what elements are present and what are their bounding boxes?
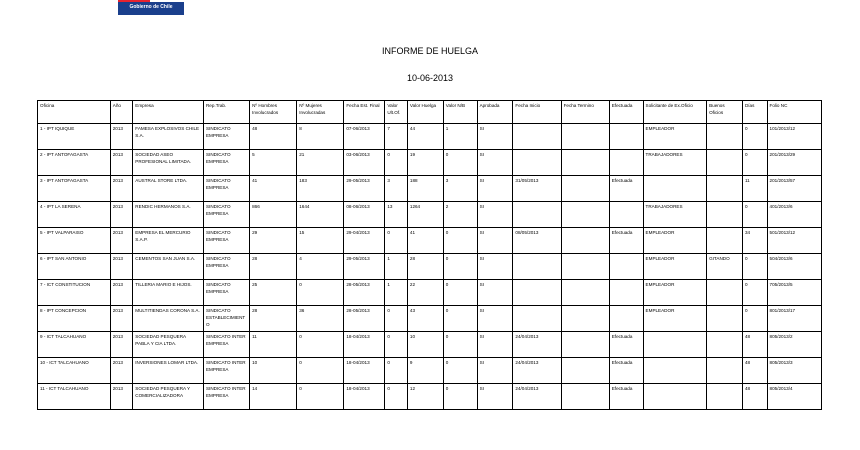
table-cell [707,332,743,358]
table-cell [561,124,609,150]
table-cell: 401/2013/6 [767,202,821,228]
table-cell: 4 - IPT LA SERENA [38,202,111,228]
table-cell: EMPLEADOR [643,124,707,150]
table-cell: 0 [742,124,767,150]
column-header: Valor N/B [443,101,477,124]
table-cell: EMPLEADOR [643,280,707,306]
table-cell: 1 [385,254,408,280]
table-cell: 2013 [110,124,133,150]
table-cell [609,202,643,228]
table-cell: 201/2013/29 [767,150,821,176]
table-cell: 0 [742,254,767,280]
table-cell: 2013 [110,202,133,228]
table-cell: 48 [742,332,767,358]
table-cell: 08-06/2013 [344,202,385,228]
table-cell: 24/04/2013 [513,358,561,384]
column-header: Valor Huelga [407,101,443,124]
table-cell: 0 [742,202,767,228]
table-cell: 24/04/2013 [513,332,561,358]
table-cell: 15 [297,228,344,254]
table-cell [707,384,743,410]
table-cell: 8 [297,124,344,150]
table-cell: 3 [443,176,477,202]
table-cell [643,358,707,384]
table-cell: 22 [407,280,443,306]
table-row [38,228,822,254]
table-cell: EMPLEADOR [643,254,707,280]
table-cell: 0 [443,150,477,176]
table-row [38,124,822,150]
table-cell [513,202,561,228]
table-row [38,332,822,358]
table-cell: 805/2013/3 [767,358,821,384]
table-cell: 0 [443,358,477,384]
table-cell: SINDICATO EMPRESA [203,280,249,306]
table-cell [609,124,643,150]
table-cell [609,254,643,280]
table-cell: 7 - ICT CONSTITUCION [38,280,111,306]
table-cell: 1264 [407,202,443,228]
table-cell: SINDICATO INTER EMPRESA [203,384,249,410]
table-cell [561,228,609,254]
table-cell [561,332,609,358]
table-row [38,176,822,202]
table-cell: 34 [742,228,767,254]
table-cell: 2 - IPT ANTOFAGASTA [38,150,111,176]
table-cell: 48 [742,358,767,384]
table-cell: TRABAJADORES [643,202,707,228]
table-cell: 2013 [110,384,133,410]
table-cell: SINDICATO EMPRESA [203,228,249,254]
table-cell: 805/2013/4 [767,384,821,410]
table-cell: 0 [443,332,477,358]
table-cell: 201/2013/57 [767,176,821,202]
table-row [38,384,822,410]
table-cell: 14 [250,384,297,410]
table-cell: SI [477,280,513,306]
table-cell [609,280,643,306]
table-cell: 1 - IPT IQUIQUE [38,124,111,150]
logo-text: Gobierno de Chile [129,4,173,10]
table-cell: 31/05/2013 [513,176,561,202]
table-cell: 28 [407,254,443,280]
table-cell: 28 [250,306,297,332]
table-cell: 11 [250,332,297,358]
table-cell [561,176,609,202]
gobierno-logo [118,0,184,15]
table-cell: SINDICATO INTER EMPRESA [203,358,249,384]
report-title: INFORME DE HUELGA [381,46,478,56]
table-cell: 10 - ICT TALCAHUANO [38,358,111,384]
table-cell: 0 [443,280,477,306]
table-cell: 0 [385,306,408,332]
table-cell [609,150,643,176]
table-cell: TRABAJADORES [643,150,707,176]
table-cell: 3 [385,176,408,202]
table-cell [643,176,707,202]
table-cell: SI [477,176,513,202]
table-cell [707,280,743,306]
column-header: Año [110,101,133,124]
table-cell: 0 [443,254,477,280]
table-cell: 21 [297,150,344,176]
table-cell: 0 [297,280,344,306]
table-cell: EMPRESA EL MERCURIO S.A.P. [133,228,204,254]
table-cell: TILLERIA MARIO E HIJOS. [133,280,204,306]
table-cell: 2013 [110,176,133,202]
table-cell: 0 [385,150,408,176]
table-cell [707,176,743,202]
table-cell: 10 [250,358,297,384]
table-cell: 48 [742,384,767,410]
table-cell: SINDICATO ESTABLECIMIENTO [203,306,249,332]
table-cell: 10 [407,332,443,358]
table-cell: SI [477,384,513,410]
table-cell: 0 [385,228,408,254]
table-cell: 44 [407,124,443,150]
table-row [38,358,822,384]
table-cell [643,332,707,358]
table-cell: SINDICATO EMPRESA [203,150,249,176]
table-cell: 2013 [110,306,133,332]
table-cell: 2013 [110,358,133,384]
table-cell: 2013 [110,228,133,254]
table-cell: 0 [742,150,767,176]
table-cell: 43 [407,306,443,332]
table-cell [609,306,643,332]
table-cell: SOCIEDAD PESQUERA PABLA Y CIA LTDA. [133,332,204,358]
table-cell: 2 [443,202,477,228]
table-cell [561,280,609,306]
table-cell: EMPLEADOR [643,228,707,254]
table-cell: 18-04/2013 [344,358,385,384]
table-cell: Efectuada [609,176,643,202]
table-cell [561,202,609,228]
table-cell: 29 [250,228,297,254]
column-header: Efectuada [609,101,643,124]
table-cell: 0 [297,384,344,410]
table-cell: 0 [385,384,408,410]
table-cell: 0 [742,280,767,306]
table-cell: SI [477,228,513,254]
table-cell [707,228,743,254]
table-cell: 4 [297,254,344,280]
table-cell: SI [477,150,513,176]
table-cell: SINDICATO EMPRESA [203,202,249,228]
table-cell: 28-05/2013 [344,280,385,306]
table-cell: SI [477,332,513,358]
table-cell: 24/04/2013 [513,384,561,410]
table-cell [707,306,743,332]
table-cell: GITANDO [707,254,743,280]
table-cell: 07-06/2013 [344,124,385,150]
table-cell [643,384,707,410]
table-cell: 0 [385,332,408,358]
table-cell: 801/2013/17 [767,306,821,332]
table-cell [707,202,743,228]
table-cell: 504/2013/6 [767,254,821,280]
column-header: Fecha Termino [561,101,609,124]
table-cell: 41 [250,176,297,202]
column-header: Valor Ult.Of. [385,101,408,124]
column-header: Nº Mujeres Involucradas [297,101,344,124]
table-cell: 41 [407,228,443,254]
table-cell: SI [477,254,513,280]
table-cell: 08/05/2013 [513,228,561,254]
table-cell: SI [477,306,513,332]
table-cell [707,150,743,176]
table-cell [513,150,561,176]
table-cell: 9 - ICT TALCAHUANO [38,332,111,358]
table-row [38,254,822,280]
table-cell: 11 [742,176,767,202]
table-cell: 03-06/2013 [344,150,385,176]
table-cell: SINDICATO EMPRESA [203,254,249,280]
column-header: Fecha Inicio [513,101,561,124]
column-header: Días [742,101,767,124]
column-header: Oficina [38,101,111,124]
table-cell: RENDIC HERMANOS S.A. [133,202,204,228]
table-row [38,150,822,176]
table-cell: 36 [297,306,344,332]
table-cell [707,358,743,384]
table-cell [513,254,561,280]
table-cell: 6 - IPT SAN ANTONIO [38,254,111,280]
table-cell: 2013 [110,150,133,176]
table-cell: SINDICATO EMPRESA [203,124,249,150]
table-cell: SI [477,124,513,150]
column-header: Nº Hombres Involucrados [250,101,297,124]
table-cell: 5 [250,150,297,176]
table-cell: INVERSIONES LOMAR LTDA. [133,358,204,384]
table-cell: 0 [297,358,344,384]
table-cell: SINDICATO INTER EMPRESA [203,332,249,358]
table-cell: SOCIEDAD PESQUERA Y COMERCIALIZADORA [133,384,204,410]
table-cell: 9 [407,358,443,384]
table-cell: 5 - IPT VALPARAISO [38,228,111,254]
table-cell: 805/2013/2 [767,332,821,358]
table-cell: 1 [385,280,408,306]
table-cell: 0 [443,384,477,410]
table-cell: 29-05/2013 [344,254,385,280]
table-cell: Efectuada [609,358,643,384]
table-cell: SINDICATO EMPRESA [203,176,249,202]
table-cell: 1 [443,124,477,150]
table-cell: 29-04/2013 [344,228,385,254]
table-cell: CEMENTOS SAN JUAN S.A. [133,254,204,280]
table-cell: 501/2013/12 [767,228,821,254]
table-cell: 28 [250,254,297,280]
table-cell: 18-04/2013 [344,332,385,358]
table-cell: 0 [443,306,477,332]
table-cell: 705/2013/5 [767,280,821,306]
table-cell [561,384,609,410]
report-date: 10-06-2013 [406,73,454,83]
table-cell: 0 [443,228,477,254]
column-header: Empresa [133,101,204,124]
column-header: Folio NC [767,101,821,124]
table-cell: Efectuada [609,228,643,254]
table-cell: Efectuada [609,384,643,410]
table-cell: 28-05/2013 [344,306,385,332]
table-cell: 2013 [110,254,133,280]
column-header: Aprobada [477,101,513,124]
table-cell: 0 [297,332,344,358]
table-cell: 2013 [110,332,133,358]
table-cell: 8 - IPT CONCEPCION [38,306,111,332]
table-cell [561,254,609,280]
table-cell: 0 [385,358,408,384]
table-cell: 0 [742,306,767,332]
table-cell: SI [477,358,513,384]
table-cell: FAMESA EXPLOSIVOS CHILE S.A. [133,124,204,150]
table-cell [513,280,561,306]
table-cell [513,124,561,150]
column-header: Fecha Est. Final [344,101,385,124]
table-cell: 1644 [297,202,344,228]
table-cell: 19 [407,150,443,176]
strike-report-table [37,100,822,410]
table-cell: 188 [407,176,443,202]
table-row [38,280,822,306]
table-header-row [38,101,822,124]
table-row [38,202,822,228]
table-cell: 183 [297,176,344,202]
table-cell: 18-04/2013 [344,384,385,410]
table-cell: 866 [250,202,297,228]
table-cell: 48 [250,124,297,150]
table-cell: AUSTRAL STORE LTDA. [133,176,204,202]
table-cell: 12 [407,384,443,410]
table-cell: SOCIEDAD ASEO PROFESIONAL LIMITADA. [133,150,204,176]
column-header: Buenos Oficios [707,101,743,124]
table-cell: SI [477,202,513,228]
table-cell: MULTITIENDAS CORONA S.A. [133,306,204,332]
table-cell: 11 - ICT TALCAHUANO [38,384,111,410]
table-cell: 3 - IPT ANTOFAGASTA [38,176,111,202]
table-cell: 13 [385,202,408,228]
table-cell: 29-05/2013 [344,176,385,202]
table-cell: 2013 [110,280,133,306]
table-cell: 7 [385,124,408,150]
column-header: Rep.Trab. [203,101,249,124]
table-cell [513,306,561,332]
table-cell [561,358,609,384]
table-cell: EMPLEADOR [643,306,707,332]
table-cell: 25 [250,280,297,306]
table-cell [707,124,743,150]
column-header: Solicitante de Ex.Oficio [643,101,707,124]
table-cell [561,306,609,332]
table-row [38,306,822,332]
table-cell: Efectuada [609,332,643,358]
table-cell: 101/2013/12 [767,124,821,150]
table-cell [561,150,609,176]
